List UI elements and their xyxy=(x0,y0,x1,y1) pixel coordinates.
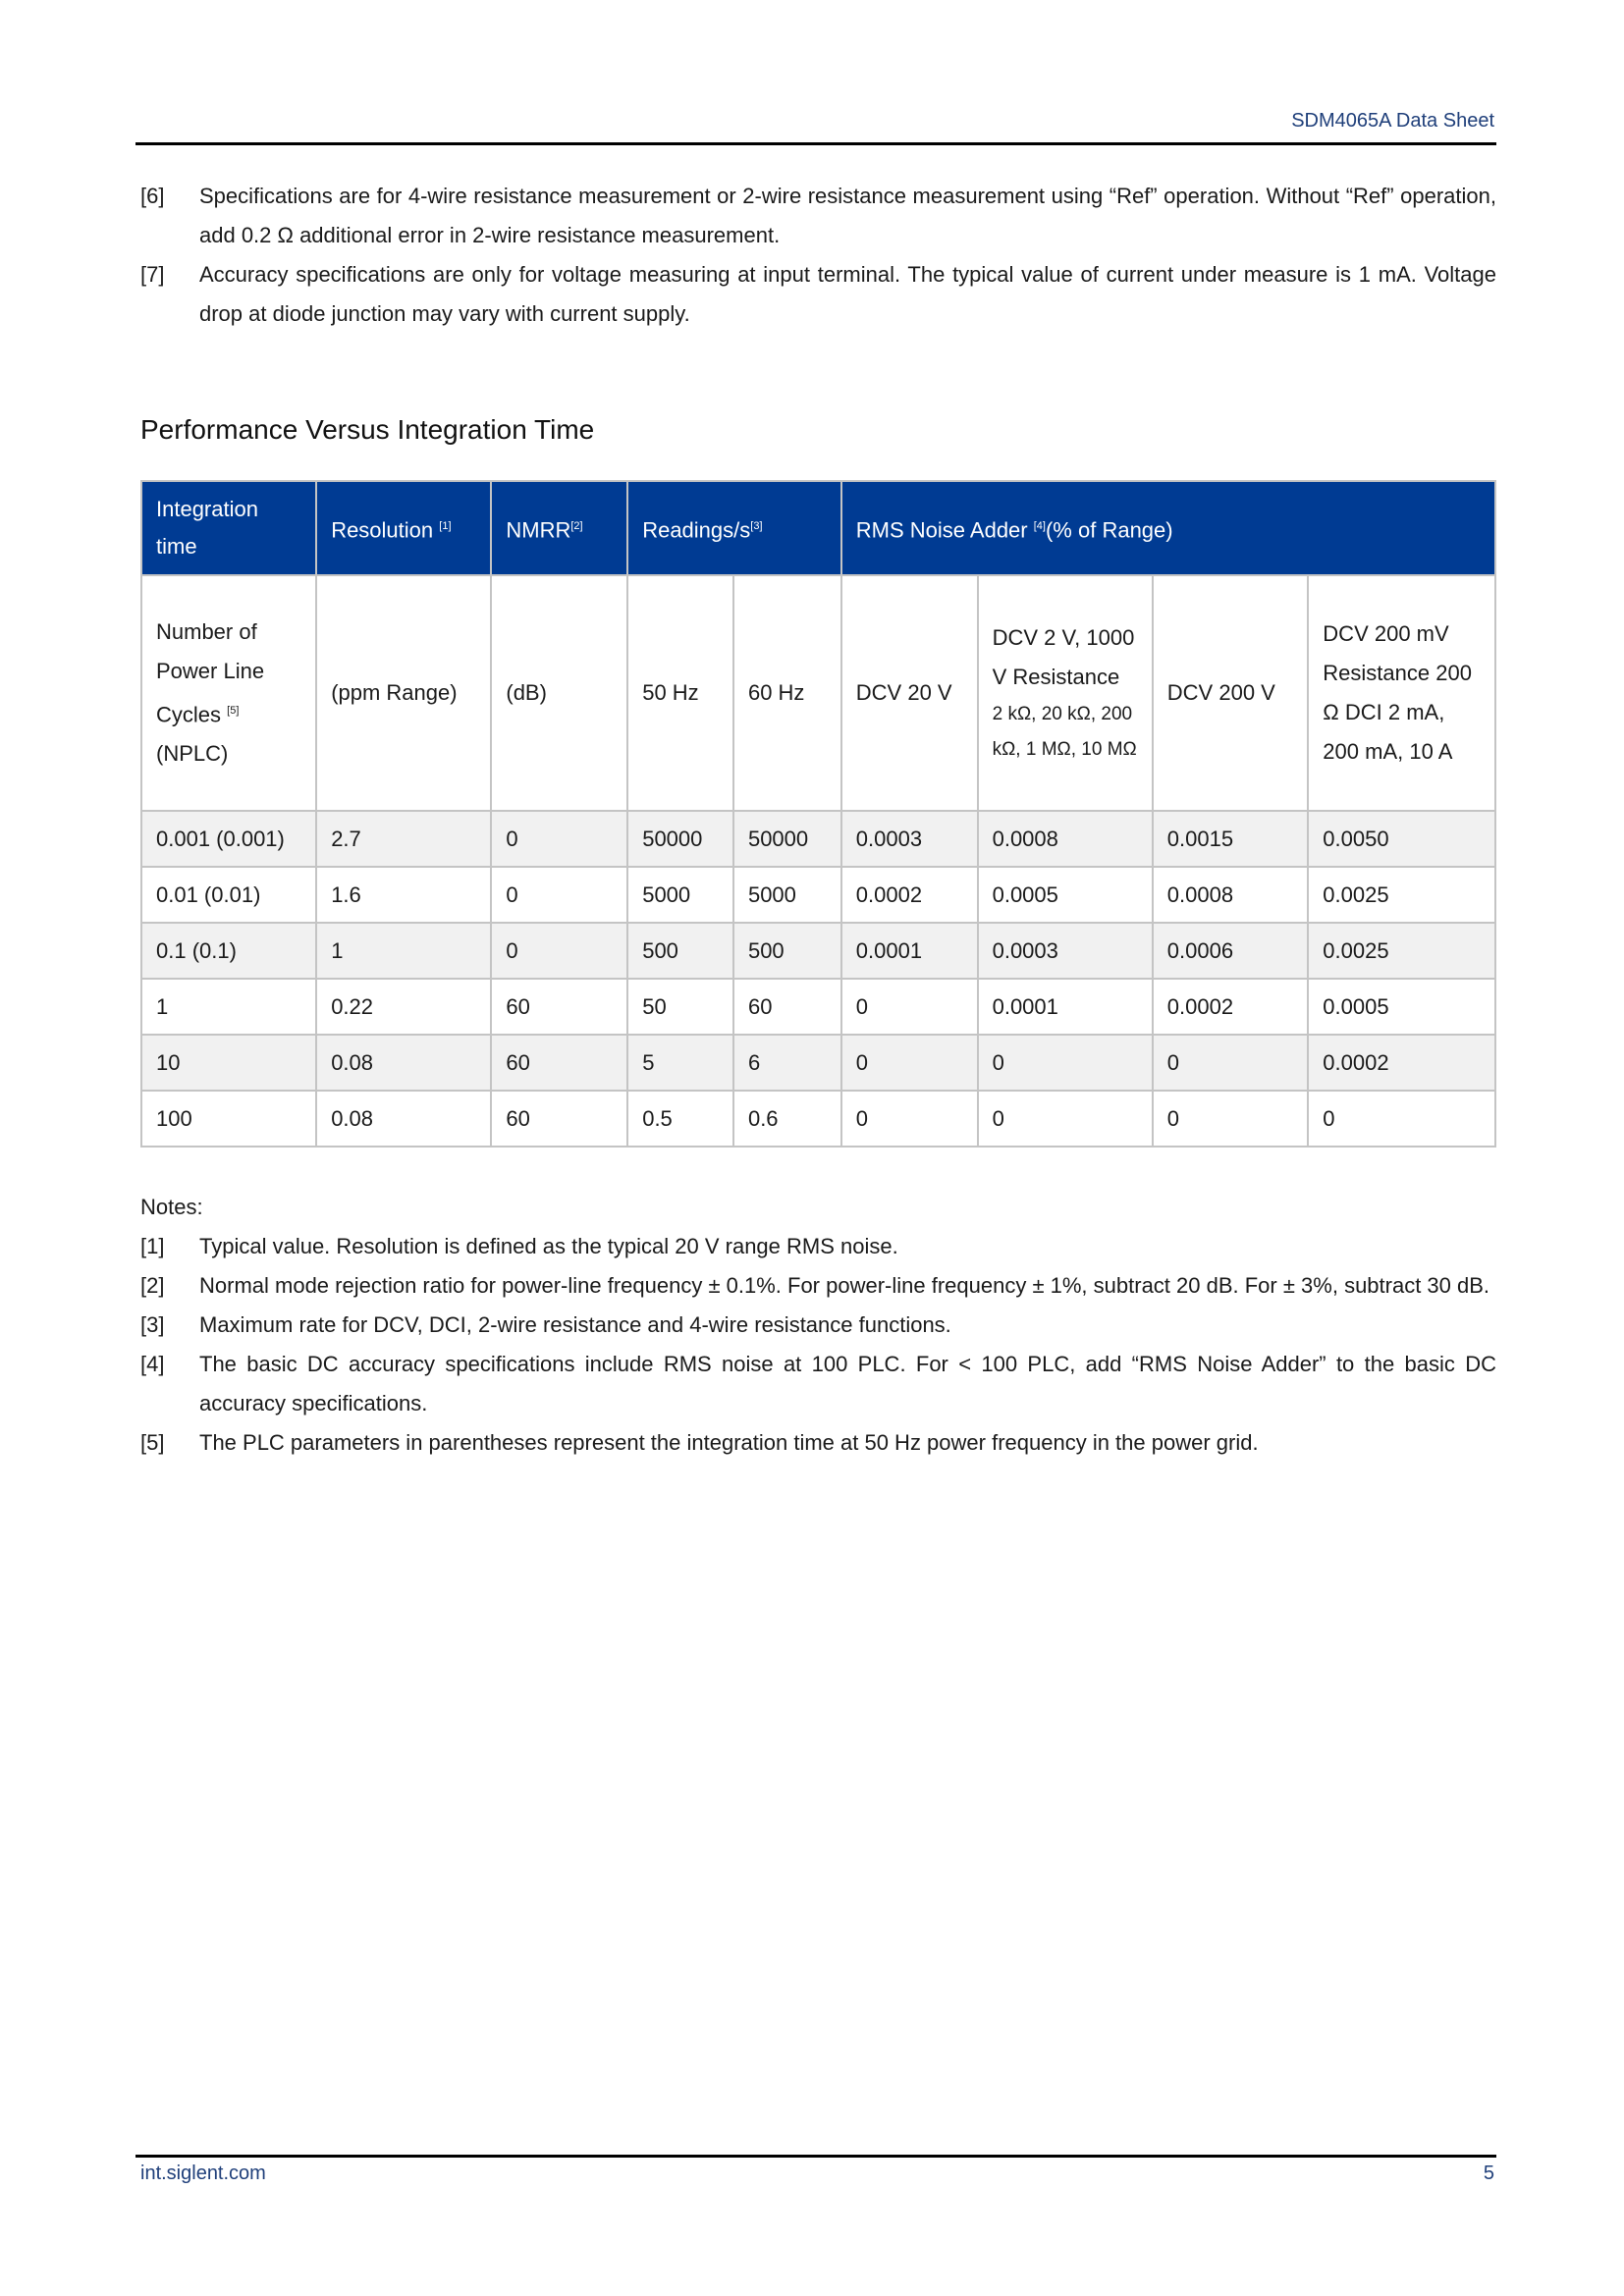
cell-nmrr: 60 xyxy=(491,1035,627,1091)
top-notes xyxy=(140,177,1496,334)
cell-50hz: 0.5 xyxy=(627,1091,733,1147)
cell-50hz: 50000 xyxy=(627,811,733,867)
subheader-nmrr-unit: (dB) xyxy=(491,575,627,811)
note-number: [5] xyxy=(140,1430,165,1455)
table-row xyxy=(141,979,1495,1035)
cell-nplc: 0.01 (0.01) xyxy=(141,867,316,923)
cell-resolution: 0.08 xyxy=(316,1035,491,1091)
cell-dcv2: 0 xyxy=(978,1035,1153,1091)
cell-dcv20: 0 xyxy=(841,979,978,1035)
cell-60hz: 5000 xyxy=(733,867,841,923)
note-text: Specifications are for 4-wire resistance measurement or 2-wire resistance measurement using “Ref” operation. Without “Ref” operation, add 0.2 Ω additional error in 2-wire resistance measurement. xyxy=(199,184,1496,247)
cell-resolution: 0.08 xyxy=(316,1091,491,1147)
table-subheader-row xyxy=(141,575,1495,811)
table-row xyxy=(141,1035,1495,1091)
cell-dcv20: 0 xyxy=(841,1035,978,1091)
table-header-row xyxy=(141,481,1495,575)
cell-nplc: 1 xyxy=(141,979,316,1035)
cell-60hz: 50000 xyxy=(733,811,841,867)
header-resolution: Resolution [1] xyxy=(316,481,491,575)
note-6 xyxy=(140,177,1496,255)
cell-60hz: 500 xyxy=(733,923,841,979)
note-number: [3] xyxy=(140,1312,165,1337)
cell-nplc: 0.1 (0.1) xyxy=(141,923,316,979)
note-4 xyxy=(140,1345,1496,1423)
table-row xyxy=(141,923,1495,979)
page-header-title: SDM4065A Data Sheet xyxy=(1291,110,1494,132)
cell-50hz: 5 xyxy=(627,1035,733,1091)
note-number: [6] xyxy=(140,184,165,208)
cell-nplc: 10 xyxy=(141,1035,316,1091)
cell-dcv20: 0.0003 xyxy=(841,811,978,867)
cell-dcv200mv: 0.0025 xyxy=(1308,867,1495,923)
cell-dcv20: 0.0002 xyxy=(841,867,978,923)
subheader-resolution-unit: (ppm Range) xyxy=(316,575,491,811)
cell-dcv2: 0.0005 xyxy=(978,867,1153,923)
cell-50hz: 500 xyxy=(627,923,733,979)
subheader-dcv2: DCV 2 V, 1000 V Resistance 2 kΩ, 20 kΩ, 200 kΩ, 1 MΩ, 10 MΩ xyxy=(978,575,1153,811)
performance-table xyxy=(140,480,1496,1148)
cell-dcv200: 0.0002 xyxy=(1153,979,1309,1035)
note-number: [1] xyxy=(140,1234,165,1258)
note-text: The PLC parameters in parentheses represent the integration time at 50 Hz power frequency in the power grid. xyxy=(199,1430,1259,1455)
note-2 xyxy=(140,1266,1496,1306)
header-integration-time: Integration time xyxy=(141,481,316,575)
cell-dcv20: 0 xyxy=(841,1091,978,1147)
cell-resolution: 0.22 xyxy=(316,979,491,1035)
cell-nmrr: 0 xyxy=(491,811,627,867)
table-row xyxy=(141,867,1495,923)
cell-dcv200: 0 xyxy=(1153,1035,1309,1091)
note-1 xyxy=(140,1227,1496,1266)
bottom-notes xyxy=(140,1188,1496,1463)
cell-dcv200mv: 0 xyxy=(1308,1091,1495,1147)
table-row xyxy=(141,811,1495,867)
cell-60hz: 0.6 xyxy=(733,1091,841,1147)
table-row xyxy=(141,1091,1495,1147)
cell-nmrr: 60 xyxy=(491,979,627,1035)
cell-60hz: 60 xyxy=(733,979,841,1035)
note-text: Typical value. Resolution is defined as the typical 20 V range RMS noise. xyxy=(199,1234,898,1258)
cell-dcv200: 0.0008 xyxy=(1153,867,1309,923)
notes-label: Notes: xyxy=(140,1195,203,1219)
cell-50hz: 5000 xyxy=(627,867,733,923)
note-text: Maximum rate for DCV, DCI, 2-wire resistance and 4-wire resistance functions. xyxy=(199,1312,951,1337)
header-rms-noise: RMS Noise Adder [4](% of Range) xyxy=(841,481,1495,575)
header-readings: Readings/s[3] xyxy=(627,481,841,575)
cell-nmrr: 0 xyxy=(491,867,627,923)
note-number: [4] xyxy=(140,1352,165,1376)
cell-nmrr: 60 xyxy=(491,1091,627,1147)
footer-page-number: 5 xyxy=(1483,2163,1494,2184)
cell-dcv200mv: 0.0025 xyxy=(1308,923,1495,979)
cell-nplc: 0.001 (0.001) xyxy=(141,811,316,867)
footer-website-link[interactable]: int.siglent.com xyxy=(140,2163,266,2184)
cell-dcv200: 0 xyxy=(1153,1091,1309,1147)
cell-resolution: 1.6 xyxy=(316,867,491,923)
header-rule xyxy=(135,142,1496,145)
cell-dcv2: 0.0003 xyxy=(978,923,1153,979)
cell-dcv200mv: 0.0050 xyxy=(1308,811,1495,867)
note-number: [7] xyxy=(140,262,165,287)
cell-dcv2: 0 xyxy=(978,1091,1153,1147)
cell-resolution: 1 xyxy=(316,923,491,979)
note-text: The basic DC accuracy specifications include RMS noise at 100 PLC. For < 100 PLC, add “RMS Noise Adder” to the basic DC accuracy specifications. xyxy=(199,1352,1496,1415)
subheader-dcv200mv: DCV 200 mV Resistance 200 Ω DCI 2 mA, 200 mA, 10 A xyxy=(1308,575,1495,811)
cell-60hz: 6 xyxy=(733,1035,841,1091)
subheader-nplc: Number of Power Line Cycles [5] (NPLC) xyxy=(141,575,316,811)
subheader-dcv20: DCV 20 V xyxy=(841,575,978,811)
note-text: Accuracy specifications are only for voltage measuring at input terminal. The typical value of current under measure is 1 mA. Voltage drop at diode junction may vary with current supply. xyxy=(199,262,1496,326)
header-nmrr: NMRR[2] xyxy=(491,481,627,575)
note-3 xyxy=(140,1306,1496,1345)
cell-dcv200: 0.0006 xyxy=(1153,923,1309,979)
cell-nplc: 100 xyxy=(141,1091,316,1147)
footer-rule xyxy=(135,2155,1496,2158)
cell-50hz: 50 xyxy=(627,979,733,1035)
subheader-50hz: 50 Hz xyxy=(627,575,733,811)
cell-dcv200mv: 0.0005 xyxy=(1308,979,1495,1035)
cell-nmrr: 0 xyxy=(491,923,627,979)
note-7 xyxy=(140,255,1496,334)
cell-dcv200: 0.0015 xyxy=(1153,811,1309,867)
cell-dcv200mv: 0.0002 xyxy=(1308,1035,1495,1091)
cell-resolution: 2.7 xyxy=(316,811,491,867)
note-number: [2] xyxy=(140,1273,165,1298)
subheader-60hz: 60 Hz xyxy=(733,575,841,811)
section-title: Performance Versus Integration Time xyxy=(140,414,595,445)
note-text: Normal mode rejection ratio for power-line frequency ± 0.1%. For power-line frequency ± 1%, subtract 20 dB. For ± 3%, subtract 30 dB. xyxy=(199,1273,1490,1298)
subheader-dcv200: DCV 200 V xyxy=(1153,575,1309,811)
note-5 xyxy=(140,1423,1496,1463)
cell-dcv2: 0.0001 xyxy=(978,979,1153,1035)
cell-dcv2: 0.0008 xyxy=(978,811,1153,867)
cell-dcv20: 0.0001 xyxy=(841,923,978,979)
